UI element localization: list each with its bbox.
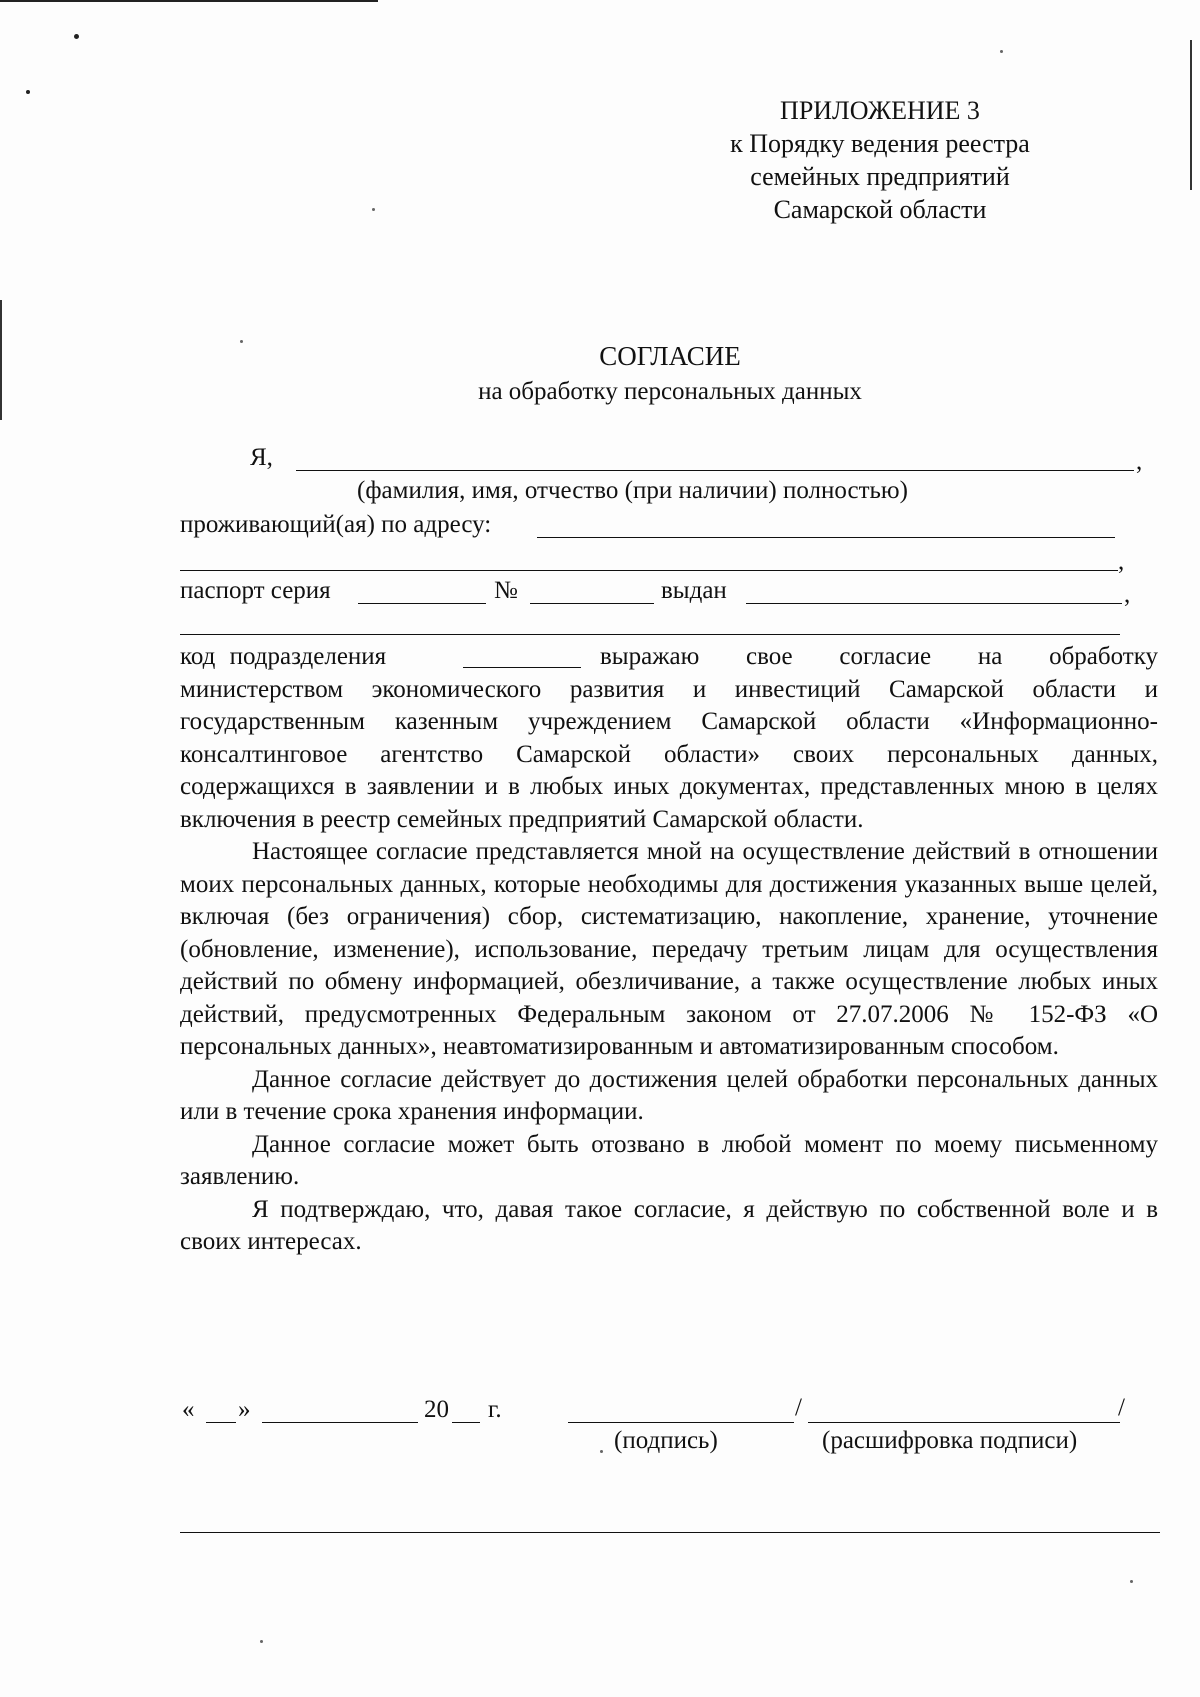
scan-edge-top <box>0 0 378 2</box>
comma: , <box>1136 448 1143 475</box>
scan-speck <box>74 34 79 39</box>
issued-by-field[interactable] <box>746 603 1122 604</box>
signature-slash: / <box>795 1394 802 1421</box>
full-name-field[interactable] <box>296 470 1134 471</box>
scan-speck <box>600 1450 603 1453</box>
date-year-prefix: 20 <box>424 1396 449 1423</box>
comma: , <box>1118 548 1125 575</box>
comma: , <box>1124 581 1131 608</box>
appendix-number: ПРИЛОЖЕНИЕ 3 <box>780 96 980 125</box>
passport-number-label: № <box>494 577 518 604</box>
address-field[interactable] <box>537 537 1115 538</box>
appendix-ref-line: к Порядку ведения реестра <box>730 129 1030 158</box>
i-label: Я, <box>250 444 273 471</box>
scan-speck <box>1000 50 1003 53</box>
consent-body <box>180 641 1158 1259</box>
date-year-field[interactable] <box>452 1422 480 1423</box>
paragraph-validity: Данное согласие действует до достижения целей обработки персональных данных или в течение срока хранения информации. <box>180 1065 1158 1125</box>
signature-field[interactable] <box>568 1422 794 1423</box>
footer-divider <box>180 1532 1160 1533</box>
appendix-ref-line: Самарской области <box>773 195 987 224</box>
paragraph-consent-scope: выражаю свое согласие на обработку министерством экономического развития и инвестиций Самарской области и государственным казенным учреждением Самарской области «Информационно-консалтинговое агентство Самарской области» своих персональных данных, содержащихся в заявлении и в любых иных документах, представленных мною в целях включения в реестр семейных предприятий Самарской области. <box>180 643 1158 833</box>
signature-decoding-caption: (расшифровка подписи) <box>822 1427 1078 1454</box>
signature-slash: / <box>1118 1394 1125 1421</box>
scan-edge-right <box>1190 40 1192 190</box>
paragraph-confirmation: Я подтверждаю, что, давая такое согласие, я действую по собственной воле и в своих интересах. <box>180 1195 1158 1255</box>
scan-speck <box>260 1640 263 1643</box>
paragraph-processing-actions: Настоящее согласие представляется мной на осуществление действий в отношении моих персональных данных, которые необходимы для достижения указанных выше целей, включая (без ограничения) сбор, систематизацию, накопление, хранение, уточнение (обновление, изменение), использование, передачу третьим лицам для осуществления действий по обмену информацией, обезличивание, а также осуществление любых иных действий, предусмотренных Федеральным законом от 27.07.2006 № 152-ФЗ «О персональных данных», неавтоматизированным и автоматизированным способом. <box>180 838 1158 1060</box>
issued-label: выдан <box>661 577 727 604</box>
date-quote-close: » <box>238 1396 251 1423</box>
document-subtitle: на обработку персональных данных <box>478 378 862 405</box>
address-field-continued[interactable] <box>180 570 1118 571</box>
scan-speck <box>26 90 30 94</box>
scan-speck <box>1130 1580 1133 1583</box>
full-name-caption: (фамилия, имя, отчество (при наличии) полностью) <box>357 477 908 504</box>
document-title: СОГЛАСИЕ <box>599 341 741 371</box>
signature-decoding-field[interactable] <box>808 1422 1120 1423</box>
date-month-field[interactable] <box>262 1422 418 1423</box>
appendix-ref-line: семейных предприятий <box>750 162 1010 191</box>
date-year-suffix: г. <box>488 1396 502 1423</box>
date-day-field[interactable] <box>206 1422 236 1423</box>
scan-speck <box>372 208 375 211</box>
division-code-label: код подразделения <box>180 643 387 670</box>
appendix-block <box>680 94 1080 226</box>
address-label: проживающий(ая) по адресу: <box>180 511 492 538</box>
passport-series-label: паспорт серия <box>180 577 331 604</box>
date-quote-open: « <box>182 1396 195 1423</box>
paragraph-revocation: Данное согласие может быть отозвано в любой момент по моему письменному заявлению. <box>180 1130 1158 1190</box>
signature-caption: (подпись) <box>614 1427 718 1454</box>
passport-series-field[interactable] <box>358 603 486 604</box>
passport-number-field[interactable] <box>530 603 654 604</box>
issued-by-field-continued[interactable] <box>180 634 1120 635</box>
